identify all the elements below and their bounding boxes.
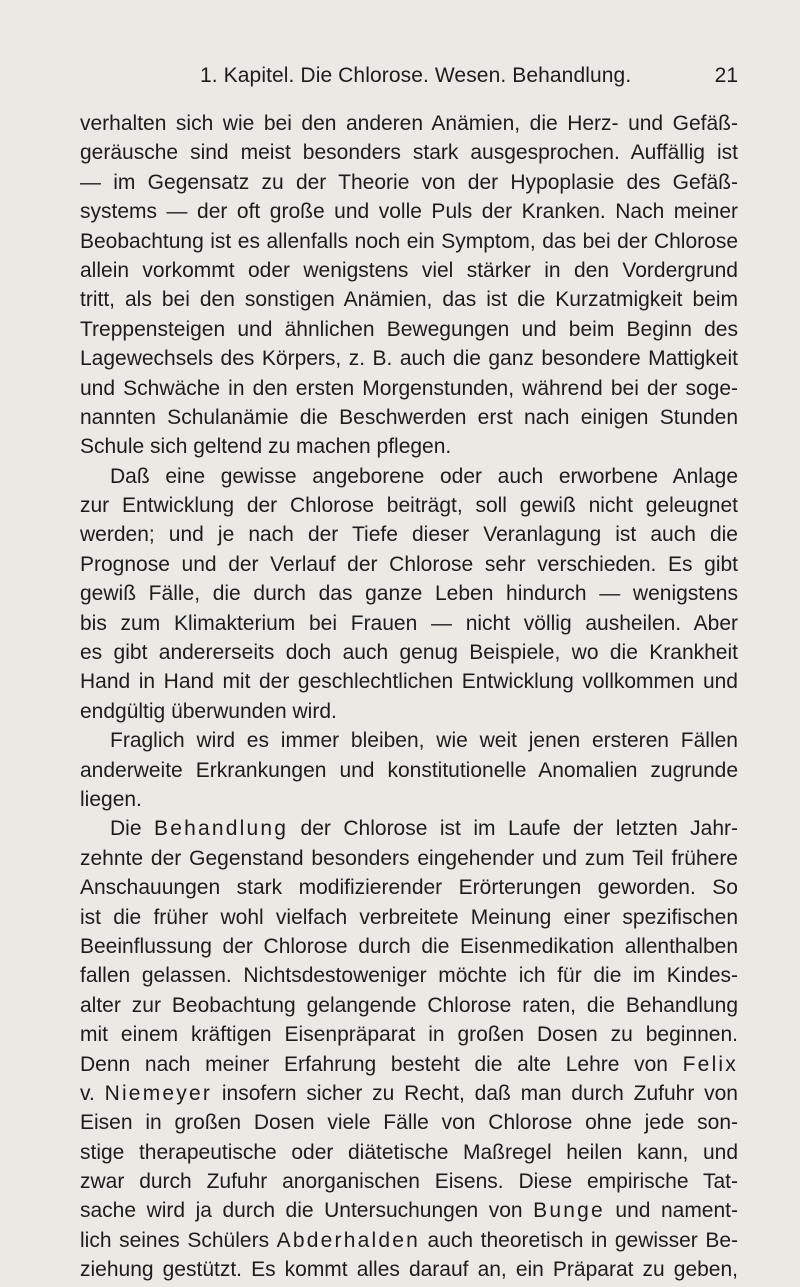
- text-line: systems — der oft große und volle Puls der Kranken. Nach meiner: [80, 200, 738, 224]
- spaced-emphasis: Felix: [682, 1052, 738, 1076]
- text-line: [80, 1050, 738, 1079]
- text-line: Anschauungen stark modifizierender Erörterungen geworden. So: [80, 876, 738, 900]
- text-line: [80, 814, 738, 843]
- text-line: es gibt andererseits doch auch genug Beispiele, wo die Krankheit: [80, 641, 738, 665]
- spaced-emphasis: Behandlung: [153, 817, 289, 841]
- text-line: bis zum Klimakterium bei Frauen — nicht völlig ausheilen. Aber: [80, 611, 738, 635]
- text-line: Eisen in großen Dosen viele Fälle von Chlorose ohne jede son-: [80, 1111, 738, 1135]
- text-segment: v.: [80, 1081, 105, 1105]
- text-line: [80, 1079, 738, 1108]
- text-segment: lich seines Schülers: [80, 1228, 277, 1252]
- text-line: Beobachtung ist es allenfalls noch ein Symptom, das bei der Chlorose: [80, 229, 738, 253]
- text-line: ist die früher wohl vielfach verbreitete Meinung einer spezifischen: [80, 905, 738, 929]
- text-line: anderweite Erkrankungen und konstitutionelle Anomalien zugrunde: [80, 758, 738, 782]
- text-line: stige therapeutische oder diätetische Maßregel heilen kann, und: [80, 1140, 738, 1164]
- spaced-emphasis: Bunge: [533, 1199, 605, 1223]
- text-line: ziehung gestützt. Es kommt alles darauf an, ein Präparat zu geben,: [80, 1258, 738, 1282]
- text-line: Treppensteigen und ähnlichen Bewegungen und beim Beginn des: [80, 317, 738, 341]
- text-line: [80, 1196, 738, 1225]
- text-line: allein vorkommt oder wenigstens viel stärker in den Vordergrund: [80, 258, 738, 282]
- text-line: — im Gegensatz zu der Theorie von der Hypoplasie des Gefäß-: [80, 170, 738, 194]
- text-line: Lagewechsels des Körpers, z. B. auch die ganz besondere Mattigkeit: [80, 347, 738, 371]
- spaced-emphasis: Abderhalden: [276, 1228, 420, 1252]
- text-segment: der Chlorose ist im Laufe der letzten Jahr-: [288, 817, 738, 841]
- text-line: zwar durch Zufuhr anorganischen Eisens. Diese empirische Tat-: [80, 1170, 738, 1194]
- spaced-emphasis: Niemeyer: [104, 1081, 213, 1105]
- text-line: Prognose und der Verlauf der Chlorose sehr verschieden. Es gibt: [80, 552, 738, 576]
- text-line: tritt, als bei den sonstigen Anämien, das ist die Kurzatmigkeit beim: [80, 288, 738, 312]
- text-line: [80, 1226, 738, 1255]
- text-line: werden; und je nach der Tiefe dieser Veranlagung ist auch die: [80, 523, 738, 547]
- text-line: Daß eine gewisse angeborene oder auch erworbene Anlage: [110, 464, 738, 488]
- text-line: Beeinflussung der Chlorose durch die Eisenmedikation allenthalben: [80, 934, 738, 958]
- text-segment: auch theoretisch in gewisser Be-: [419, 1228, 738, 1252]
- text-line: mit einem kräftigen Eisenpräparat in großen Dosen zu beginnen.: [80, 1023, 738, 1047]
- running-header: [80, 62, 738, 90]
- text-line: Schule sich geltend zu machen pflegen.: [80, 435, 452, 459]
- text-line: fallen gelassen. Nichtsdestoweniger möchte ich für die im Kindes-: [80, 964, 738, 988]
- text-line: alter zur Beobachtung gelangende Chlorose raten, die Behandlung: [80, 993, 738, 1017]
- text-line: zehnte der Gegenstand besonders eingehender und zum Teil frühere: [80, 846, 738, 870]
- text-segment: insofern sicher zu Recht, daß man durch Zufuhr von: [212, 1081, 738, 1105]
- text-segment: und nament-: [604, 1199, 738, 1223]
- text-line: zur Entwicklung der Chlorose beiträgt, soll gewiß nicht geleugnet: [80, 494, 738, 518]
- text-line: und Schwäche in den ersten Morgenstunden, während bei der soge-: [80, 376, 738, 400]
- text-line: liegen.: [80, 787, 142, 811]
- text-line: gewiß Fälle, die durch das ganze Leben hindurch — wenigstens: [80, 582, 738, 606]
- text-segment: Denn nach meiner Erfahrung besteht die alte Lehre von: [80, 1052, 683, 1076]
- text-segment: sache wird ja durch die Untersuchungen von: [80, 1199, 534, 1223]
- text-line: nannten Schulanämie die Beschwerden erst nach einigen Stunden: [80, 405, 738, 429]
- text-line: Hand in Hand mit der geschlechtlichen Entwicklung vollkommen und: [80, 670, 738, 694]
- body-text: [80, 109, 738, 1285]
- text-line: verhalten sich wie bei den anderen Anämien, die Herz- und Gefäß-: [80, 112, 738, 135]
- text-segment: Die: [110, 817, 154, 841]
- text-line: geräusche sind meist besonders stark ausgesprochen. Auffällig ist: [80, 141, 738, 165]
- text-line: endgültig überwunden wird.: [80, 699, 337, 723]
- running-title: 1. Kapitel. Die Chlorose. Wesen. Behandlung.: [200, 64, 632, 87]
- text-line: Fraglich wird es immer bleiben, wie weit jenen ersteren Fällen: [110, 729, 738, 753]
- page-number: 21: [714, 64, 738, 87]
